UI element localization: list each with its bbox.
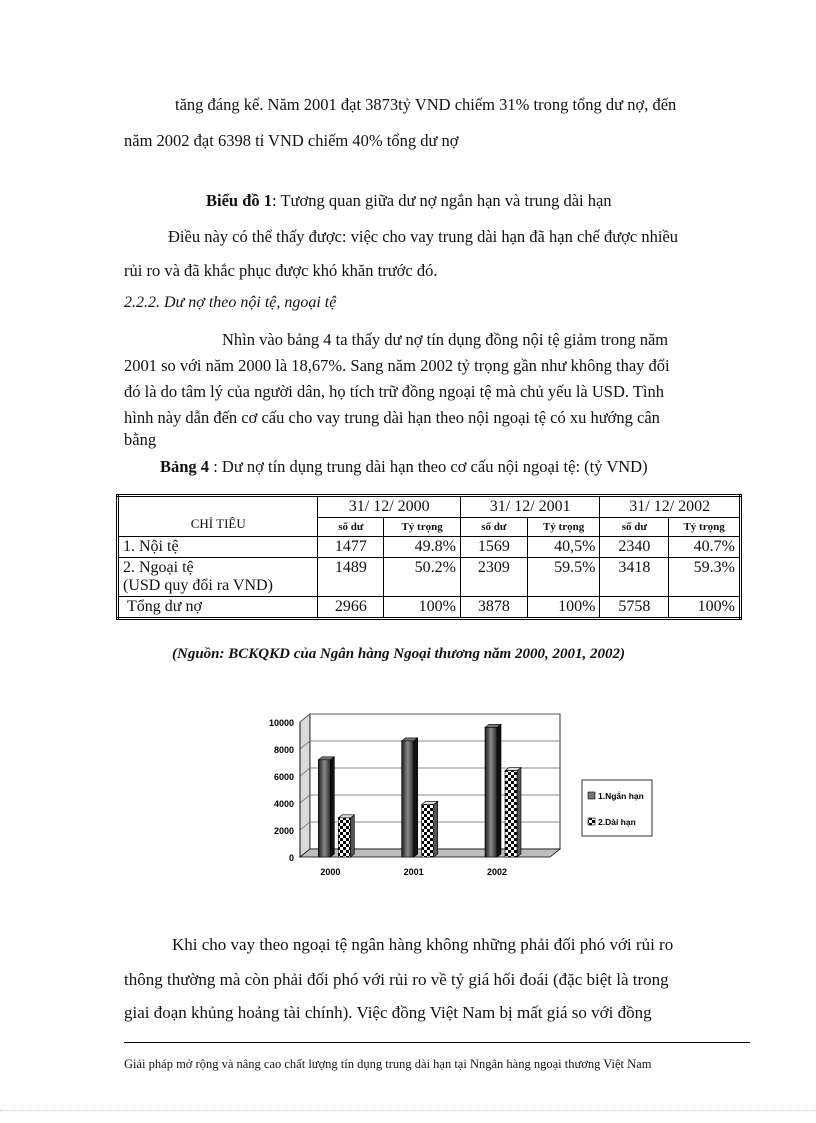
legend-swatch	[588, 818, 595, 825]
y-tick-label: 8000	[273, 745, 294, 755]
y-tick-label: 10000	[268, 718, 294, 728]
sub-balance: số dư	[600, 518, 669, 537]
cell: 5758	[600, 597, 669, 619]
x-tick-label: 2001	[403, 867, 424, 877]
cell: 3878	[460, 597, 527, 619]
cell: 100%	[384, 597, 461, 619]
sub-ratio: Tỷ trọng	[527, 518, 600, 537]
chart-bar	[485, 724, 501, 857]
cell: 2340	[600, 537, 669, 558]
table-header-row	[118, 496, 741, 518]
chart-legend-box	[582, 780, 652, 836]
sub-balance: số dư	[318, 518, 384, 537]
paragraph-3-line-4: hình này dẫn đến cơ cấu cho vay trung dài hạn theo nội ngoại tệ có xu hướng cân	[124, 408, 660, 427]
table-4	[116, 494, 742, 620]
paragraph-4-line-3: giai đoạn khủng hoảng tài chính). Việc đồng Việt Nam bị mất giá so với đồng	[124, 1003, 652, 1022]
footer-text: Giải pháp mở rộng và nâng cao chất lượng tín dụng trung dài hạn tại Nngân hàng ngoại thương Việt Nam	[124, 1057, 652, 1071]
cell: 2966	[318, 597, 384, 619]
chart-caption-text: : Tương quan giữa dư nợ ngắn hạn và trung dài hạn	[272, 191, 612, 210]
table-row	[118, 537, 741, 558]
period-2002: 31/ 12/ 2002	[600, 496, 741, 518]
cell: 59.3%	[669, 558, 741, 597]
chart-side-wall	[300, 714, 310, 857]
paragraph-1-line-1: tăng đáng kể. Năm 2001 đạt 3873tỷ VND chiếm 31% trong tổng dư nợ, đến	[175, 95, 677, 114]
paragraph-3-line-5: bằng	[124, 430, 157, 449]
chart	[250, 712, 670, 882]
chart-bar	[422, 801, 438, 857]
paragraph-3-line-2: 2001 so với năm 2000 là 18,67%. Sang năm 2002 tỷ trọng gần như không thay đổi	[124, 356, 670, 375]
bar-side	[497, 724, 501, 857]
chart-bar	[402, 738, 418, 857]
cell: 2309	[460, 558, 527, 597]
section-heading: 2.2.2. Dư nợ theo nội tệ, ngoại tệ	[124, 294, 337, 311]
cell: 40,5%	[527, 537, 600, 558]
bar-front	[505, 771, 517, 857]
row-label	[118, 558, 318, 597]
paragraph-3-line-3: đó là do tâm lý của người dân, họ tích trữ đồng ngoại tệ mà chủ yếu là USD. Tình	[124, 382, 664, 401]
cell: 59.5%	[527, 558, 600, 597]
y-tick-label: 2000	[273, 826, 294, 836]
cell: 49.8%	[384, 537, 461, 558]
bar-side	[517, 768, 521, 857]
page-edge-rule	[0, 1110, 816, 1111]
table-caption-text: : Dư nợ tín dụng trung dài hạn theo cơ cấu nội ngoại tệ: (tỷ VND)	[209, 457, 648, 476]
paragraph-4-line-1: Khi cho vay theo ngoại tệ ngân hàng không những phải đối phó với rủi ro	[172, 935, 674, 954]
bar-side	[330, 757, 334, 857]
cell: 1569	[460, 537, 527, 558]
paragraph-3-line-1: Nhìn vào bảng 4 ta thấy dư nợ tín dụng đồng nội tệ giảm trong năm	[222, 330, 669, 349]
table-caption	[160, 457, 648, 477]
sub-ratio: Tỷ trọng	[669, 518, 741, 537]
bar-side	[434, 801, 438, 857]
table-caption-label: Bảng 4	[160, 457, 210, 476]
period-2000: 31/ 12/ 2000	[318, 496, 460, 518]
table-row	[118, 558, 741, 597]
cell: 100%	[669, 597, 741, 619]
row-label: Tổng dư nợ	[118, 597, 318, 619]
cell: 50.2%	[384, 558, 461, 597]
table-row	[118, 597, 741, 619]
row-label-line-2: (USD quy đổi ra VND)	[123, 577, 273, 594]
y-tick-label: 0	[288, 853, 294, 863]
footer-rule	[124, 1042, 750, 1043]
chart-caption	[206, 191, 612, 211]
y-tick-label: 4000	[273, 799, 294, 809]
chart-bar	[338, 815, 354, 857]
cell: 40.7%	[669, 537, 741, 558]
row-label: 1. Nội tệ	[118, 537, 318, 558]
bar-front	[338, 818, 350, 857]
cell: 1477	[318, 537, 384, 558]
cell: 100%	[527, 597, 600, 619]
paragraph-2-line-1: Điều này có thể thấy được: việc cho vay trung dài hạn đã hạn chế được nhiều	[168, 227, 678, 246]
chart-caption-label: Biểu đồ 1	[206, 191, 273, 210]
x-tick-label: 2000	[320, 867, 341, 877]
legend-swatch	[588, 792, 595, 799]
paragraph-1-line-2: năm 2002 đạt 6398 tỉ VND chiếm 40% tổng dư nợ	[124, 131, 459, 150]
legend-label: 1.Ngắn hạn	[598, 791, 644, 801]
paragraph-4-line-2: thông thường mà còn phải đối phó với rủi ro về tỷ giá hối đoái (đặc biệt là trong	[124, 970, 669, 989]
sub-balance: số dư	[460, 518, 527, 537]
bar-front	[422, 804, 434, 857]
bar-front	[485, 727, 497, 857]
paragraph-2-line-2: rủi ro và đã khắc phục được khó khăn trước đó.	[124, 261, 438, 280]
x-tick-label: 2002	[486, 867, 508, 877]
row-label-line-1: 2. Ngoại tệ	[123, 559, 194, 576]
sub-ratio: Tỷ trọng	[384, 518, 461, 537]
cell: 1489	[318, 558, 384, 597]
period-2001: 31/ 12/ 2001	[460, 496, 600, 518]
cell: 3418	[600, 558, 669, 597]
bar-front	[318, 760, 330, 857]
legend-label: 2.Dài hạn	[598, 817, 636, 827]
y-tick-label: 6000	[273, 772, 294, 782]
chart-bar	[505, 768, 521, 857]
chart-bar	[318, 757, 334, 857]
source-note: (Nguồn: BCKQKD của Ngân hàng Ngoại thương năm 2000, 2001, 2002)	[172, 646, 625, 662]
bar-side	[350, 815, 354, 857]
bar-side	[414, 738, 418, 857]
header-chi-tieu: CHỈ TIÊU	[118, 496, 318, 537]
bar-front	[402, 741, 414, 857]
